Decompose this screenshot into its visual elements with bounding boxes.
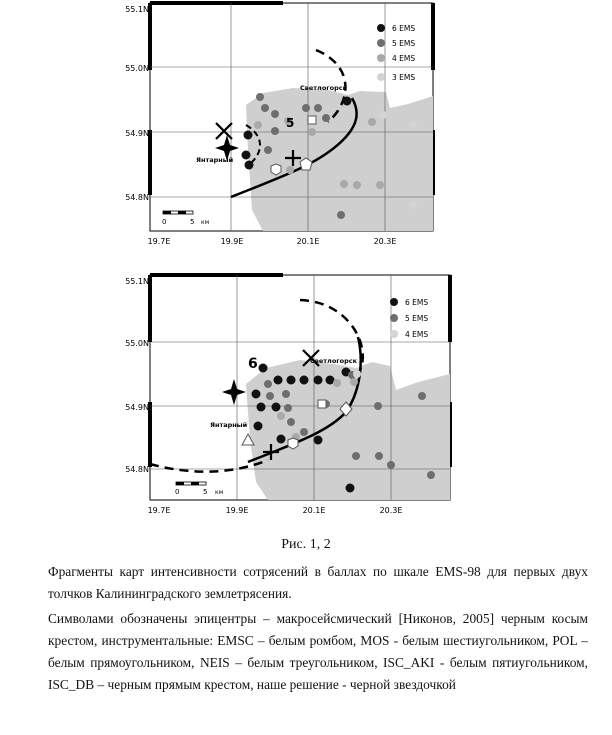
lat-label: 54.9N: [125, 129, 149, 138]
legend-label: 3 EMS: [392, 73, 416, 82]
lon-label: 20.1E: [296, 237, 320, 246]
lon-label: 20.3E: [373, 237, 397, 246]
lat-label: 55.0N: [125, 64, 149, 73]
legend-label: 5 EMS: [392, 39, 416, 48]
intensity-map-2: [125, 272, 458, 520]
intensity-map-1: [125, 0, 458, 250]
lon-label: 20.3E: [379, 506, 403, 515]
mos-hexagon: [271, 164, 281, 175]
legend-label: 4 EMS: [392, 54, 416, 63]
lat-label: 54.8N: [125, 193, 149, 202]
land-area: [246, 88, 433, 231]
point-ems6: [343, 97, 352, 106]
mos-hexagon: [288, 438, 298, 449]
figure-caption-title: Рис. 1, 2: [281, 537, 331, 552]
town-label: Янтарный: [196, 156, 234, 164]
pol-rectangle: [318, 400, 326, 408]
lat-label: 55.1N: [125, 5, 149, 14]
lon-label: 19.9E: [225, 506, 249, 515]
legend-label: 5 EMS: [405, 314, 429, 323]
lon-label: 19.7E: [147, 237, 171, 246]
isoseismal-label: 6: [248, 356, 258, 372]
point-ems6: [245, 161, 254, 170]
scale-unit: км: [215, 489, 224, 496]
point-ems6: [242, 151, 251, 160]
scale-label: 0: [162, 218, 167, 226]
legend: [390, 298, 428, 339]
town-label: Янтарный: [210, 421, 248, 429]
lat-label: 55.1N: [125, 277, 149, 286]
lon-label: 20.1E: [302, 506, 326, 515]
lat-label: 54.8N: [125, 465, 149, 474]
legend-label: 6 EMS: [405, 298, 429, 307]
caption-paragraph-2: Символами обозначены эпицентры – макросейсмический [Никонов, 2005] черным косым крестом, инструментальные: EMSC – белым ромбом, MOS - белым шестиугольником, POL – белым прямоугольником, NEIS – белым треугольником, ISC_AKI - белым пятиугольником, ISC_DB – черным прямым крестом, наше решение - черной звездочкой: [48, 611, 588, 692]
lon-label: 19.9E: [220, 237, 244, 246]
scale-label: 5: [203, 488, 208, 496]
lon-label: 19.7E: [147, 506, 171, 515]
isoseismal-label: 5: [286, 116, 295, 130]
scale-label: 5: [190, 218, 195, 226]
caption-paragraph-1: Фрагменты карт интенсивности сотрясений в баллах по шкале EMS-98 для первых двух толчков Калининградского землетрясения.: [48, 564, 588, 601]
lat-label: 54.9N: [125, 403, 149, 412]
town-label: Светлогорск: [300, 84, 348, 92]
scale-unit: км: [201, 219, 210, 226]
scale-label: 0: [175, 488, 180, 496]
lat-label: 55.0N: [125, 339, 149, 348]
pol-rectangle: [308, 116, 316, 124]
point-ems6: [244, 131, 253, 140]
legend-label: 6 EMS: [392, 24, 416, 33]
town-label: Светлогорск: [310, 357, 358, 365]
legend-label: 4 EMS: [405, 330, 429, 339]
